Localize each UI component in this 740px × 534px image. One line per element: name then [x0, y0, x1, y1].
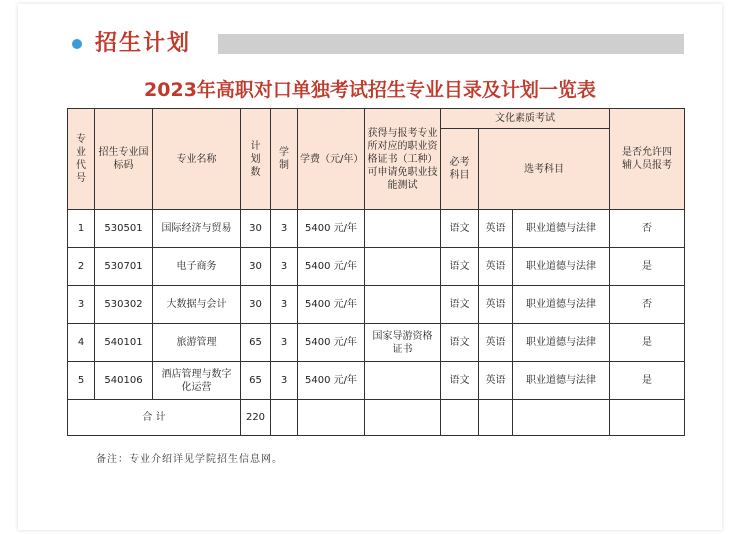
cell-elective-2: 职业道德与法律 [513, 210, 610, 248]
cell-required: 语文 [441, 286, 479, 324]
cell-plan: 65 [241, 324, 271, 362]
cell-code: 1 [68, 210, 95, 248]
cell-cert [365, 286, 441, 324]
cell-fee: 5400 元/年 [298, 210, 365, 248]
cell-name: 大数据与会计 [153, 286, 241, 324]
cell-elective-2: 职业道德与法律 [513, 286, 610, 324]
header-plan: 计划数 [241, 109, 271, 210]
cell-name: 国际经济与贸易 [153, 210, 241, 248]
cell-aux: 是 [610, 248, 685, 286]
cell-empty [513, 400, 610, 436]
cell-cert [365, 248, 441, 286]
total-row [68, 400, 685, 436]
bullet-dot-icon [72, 39, 82, 49]
cell-required: 语文 [441, 248, 479, 286]
total-label: 合 计 [68, 400, 241, 436]
header-years: 学制 [271, 109, 298, 210]
section-title-bar [218, 34, 684, 54]
cell-aux: 是 [610, 324, 685, 362]
table-row [68, 324, 685, 362]
header-std-code: 招生专业国标码 [95, 109, 153, 210]
cell-elective-1: 英语 [479, 362, 513, 400]
table-row [68, 286, 685, 324]
cell-name: 电子商务 [153, 248, 241, 286]
header-culture: 文化素质考试 [441, 109, 610, 129]
footnote: 备注：专业介绍详见学院招生信息网。 [96, 454, 283, 465]
cell-plan: 65 [241, 362, 271, 400]
cell-plan: 30 [241, 248, 271, 286]
cell-years: 3 [271, 362, 298, 400]
cell-code: 3 [68, 286, 95, 324]
table-row [68, 210, 685, 248]
table-row [68, 362, 685, 400]
enrollment-plan-table [67, 108, 685, 436]
cell-fee: 5400 元/年 [298, 286, 365, 324]
cell-aux: 否 [610, 210, 685, 248]
cell-fee: 5400 元/年 [298, 324, 365, 362]
total-plan: 220 [241, 400, 271, 436]
cell-std-code: 530302 [95, 286, 153, 324]
header-cert: 获得与报考专业所对应的职业资格证书（工种）可申请免职业技能测试 [365, 109, 441, 210]
cell-years: 3 [271, 324, 298, 362]
cell-cert: 国家导游资格证书 [365, 324, 441, 362]
cell-cert [365, 362, 441, 400]
cell-cert [365, 210, 441, 248]
section-title: 招生计划 [95, 31, 192, 56]
table-row [68, 248, 685, 286]
cell-empty [610, 400, 685, 436]
document-title: 2023年高职对口单独考试招生专业目录及计划一览表 [144, 79, 596, 101]
cell-name: 旅游管理 [153, 324, 241, 362]
cell-empty [441, 400, 479, 436]
cell-elective-1: 英语 [479, 210, 513, 248]
header-elective: 选考科目 [479, 129, 610, 210]
cell-std-code: 540101 [95, 324, 153, 362]
cell-elective-2: 职业道德与法律 [513, 324, 610, 362]
cell-fee: 5400 元/年 [298, 362, 365, 400]
cell-name: 酒店管理与数字化运营 [153, 362, 241, 400]
cell-years: 3 [271, 248, 298, 286]
cell-plan: 30 [241, 286, 271, 324]
cell-fee: 5400 元/年 [298, 248, 365, 286]
cell-elective-2: 职业道德与法律 [513, 248, 610, 286]
cell-std-code: 530501 [95, 210, 153, 248]
cell-empty [298, 400, 365, 436]
cell-years: 3 [271, 210, 298, 248]
cell-required: 语文 [441, 362, 479, 400]
cell-code: 2 [68, 248, 95, 286]
cell-required: 语文 [441, 324, 479, 362]
header-fee: 学费（元/年） [298, 109, 365, 210]
section-header [0, 0, 740, 60]
cell-std-code: 540106 [95, 362, 153, 400]
cell-code: 5 [68, 362, 95, 400]
cell-aux: 否 [610, 286, 685, 324]
cell-aux: 是 [610, 362, 685, 400]
header-required: 必考科目 [441, 129, 479, 210]
cell-required: 语文 [441, 210, 479, 248]
cell-years: 3 [271, 286, 298, 324]
header-aux: 是否允许四辅人员报考 [610, 109, 685, 210]
cell-empty [365, 400, 441, 436]
cell-elective-1: 英语 [479, 324, 513, 362]
cell-empty [271, 400, 298, 436]
cell-plan: 30 [241, 210, 271, 248]
cell-code: 4 [68, 324, 95, 362]
cell-empty [479, 400, 513, 436]
cell-elective-1: 英语 [479, 286, 513, 324]
cell-std-code: 530701 [95, 248, 153, 286]
header-name: 专业名称 [153, 109, 241, 210]
cell-elective-2: 职业道德与法律 [513, 362, 610, 400]
header-code: 专业代号 [68, 109, 95, 210]
cell-elective-1: 英语 [479, 248, 513, 286]
